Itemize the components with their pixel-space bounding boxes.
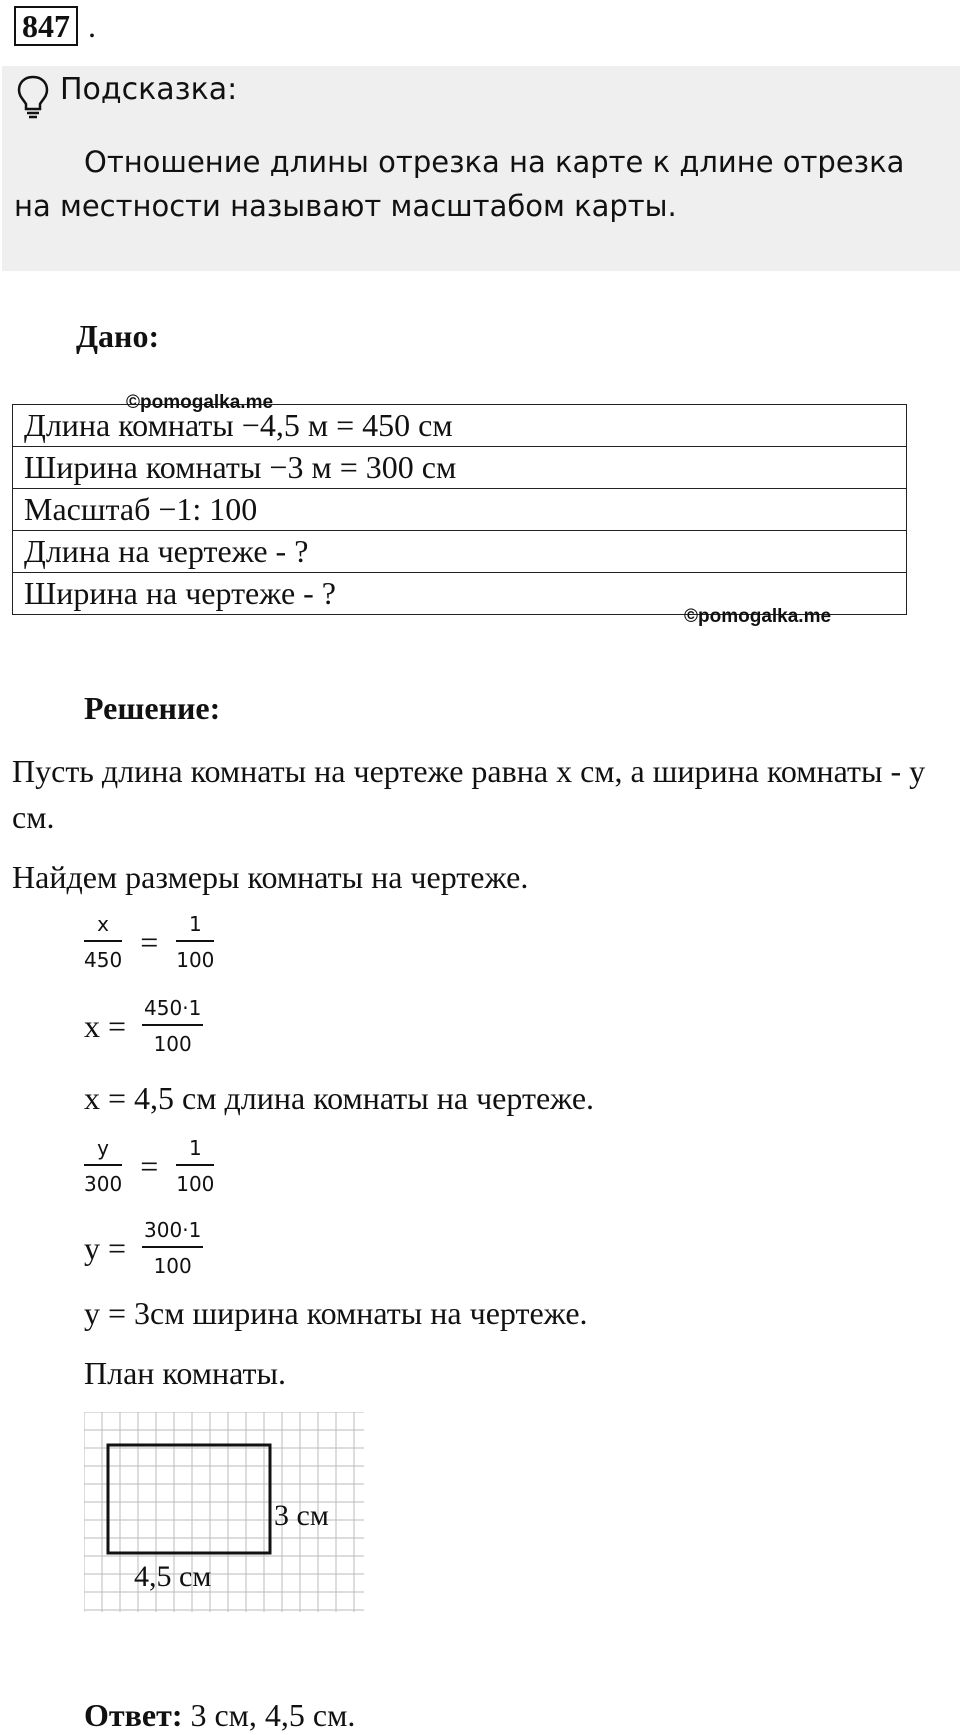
answer-label: Ответ:: [84, 1697, 183, 1733]
answer-value: 3 см, 4,5 см.: [182, 1697, 356, 1733]
problem-number-dot: .: [88, 8, 96, 44]
hint-title: Подсказка:: [60, 72, 238, 107]
fraction: [84, 1136, 122, 1196]
given-row: Ширина комнаты −3 м = 300 см: [13, 447, 907, 489]
numerator: y: [84, 1136, 122, 1166]
denominator: 100: [153, 1254, 192, 1278]
fraction: [142, 996, 203, 1056]
numerator: 450·1: [142, 996, 203, 1026]
numerator: 1: [176, 1136, 214, 1166]
equation-proportion-x: [84, 912, 214, 972]
given-heading: Дано:: [76, 318, 160, 354]
solution-find: Найдем размеры комнаты на чертеже.: [12, 859, 529, 895]
answer: [84, 1697, 355, 1734]
lightbulb-icon: [16, 74, 50, 120]
given-row: Масштаб −1: 100: [13, 489, 907, 531]
given-row: Ширина на чертеже - ?: [13, 573, 907, 615]
equals-sign: =: [140, 923, 159, 960]
watermark: ©pomogalka.me: [126, 392, 274, 413]
equation-y-value: [84, 1218, 203, 1278]
fraction: [176, 912, 214, 972]
given-table: [12, 404, 907, 615]
table-row: [13, 531, 907, 573]
fraction: [176, 1136, 214, 1196]
watermark: ©pomogalka.me: [684, 606, 832, 627]
denominator: 300: [84, 1172, 123, 1196]
denominator: 100: [176, 948, 215, 972]
numerator: x: [84, 912, 122, 942]
solution-heading: Решение:: [84, 690, 221, 726]
equation-proportion-y: [84, 1136, 214, 1196]
room-plan-figure: [84, 1412, 364, 1612]
solution-intro: Пусть длина комнаты на чертеже равна х см, а ширина комнаты - у см.: [12, 753, 926, 835]
numerator: 300·1: [142, 1218, 203, 1248]
equation-x-value: [84, 996, 203, 1056]
denominator: 100: [176, 1172, 215, 1196]
fraction: [142, 1218, 203, 1278]
numerator: 1: [176, 912, 214, 942]
problem-number: 847: [14, 6, 78, 46]
equation-lhs: y =: [84, 1229, 127, 1266]
given-row: Длина на чертеже - ?: [13, 531, 907, 573]
fraction: [84, 912, 122, 972]
denominator: 450: [84, 948, 123, 972]
plan-caption: План комнаты.: [84, 1355, 286, 1391]
result-x: x = 4,5 см длина комнаты на чертеже.: [84, 1080, 595, 1116]
height-label: 3 см: [274, 1499, 329, 1532]
result-y: y = 3см ширина комнаты на чертеже.: [84, 1295, 588, 1331]
equation-lhs: x =: [84, 1007, 127, 1044]
given-row: Длина комнаты −4,5 м = 450 см: [13, 405, 907, 447]
width-label: 4,5 см: [134, 1560, 212, 1593]
denominator: 100: [153, 1032, 192, 1056]
equals-sign: =: [140, 1147, 159, 1184]
hint-text: Отношение длины отрезка на карте к длине отрезка на местности называют масштабом карты.: [14, 145, 905, 223]
table-row: [13, 447, 907, 489]
table-row: [13, 489, 907, 531]
